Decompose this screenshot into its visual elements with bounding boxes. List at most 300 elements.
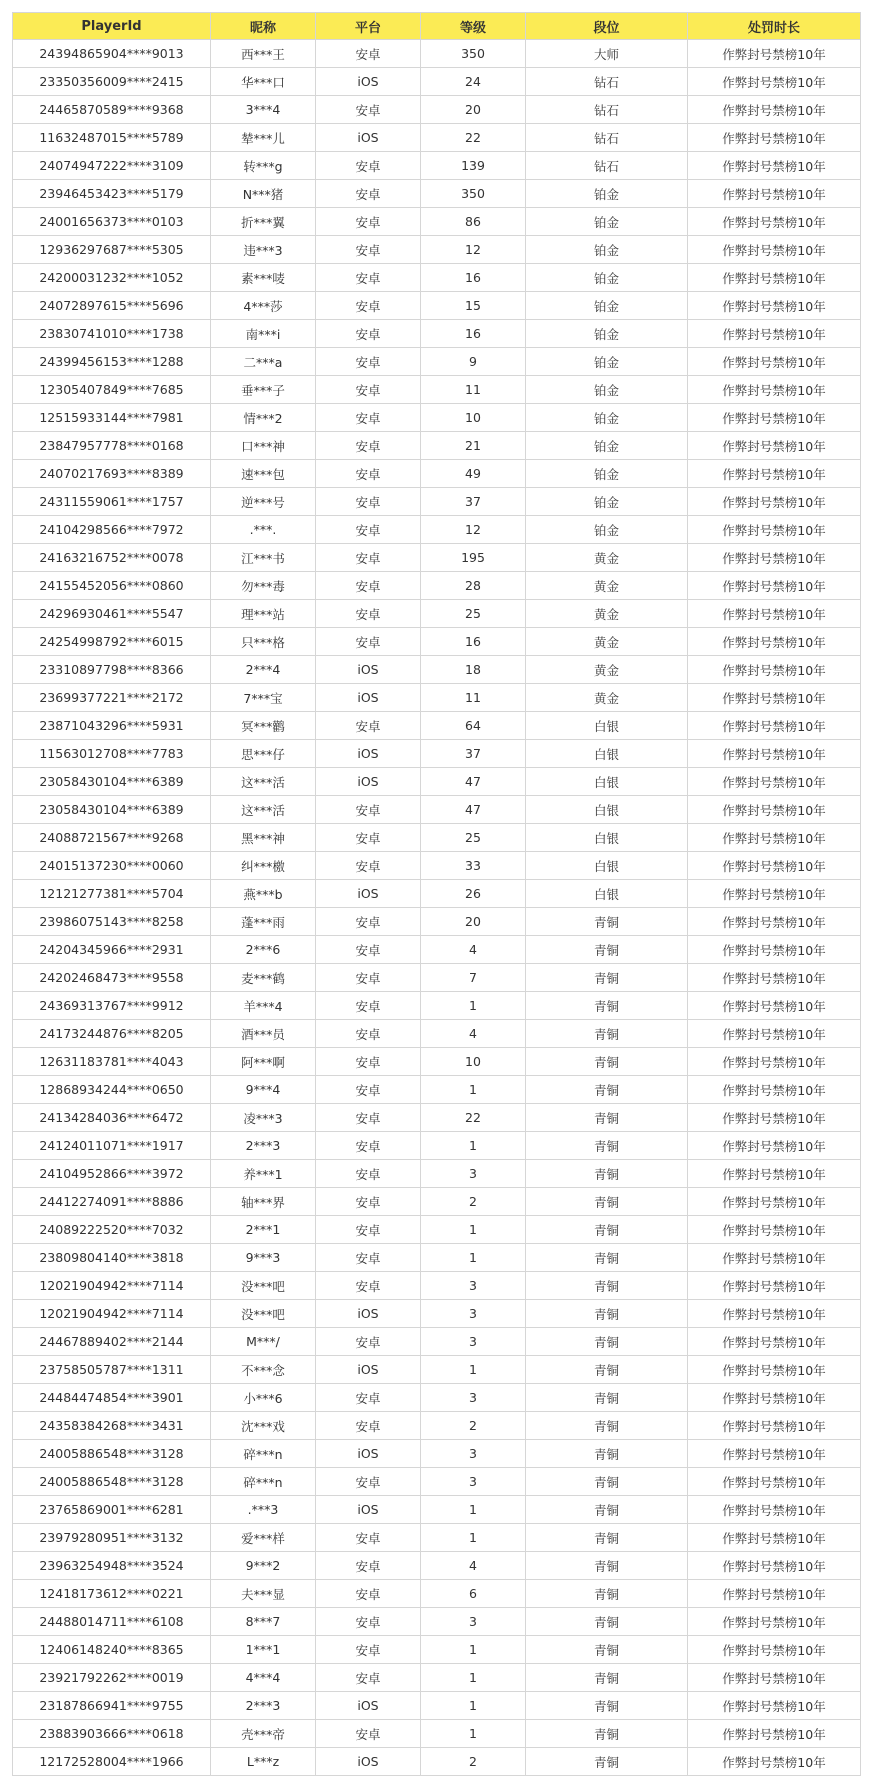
cell-player-id: 23847957778****0168 [13, 432, 211, 460]
cell-rank: 青铜 [526, 1216, 688, 1244]
cell-penalty: 作弊封号禁榜10年 [688, 460, 861, 488]
table-row [13, 824, 861, 852]
table-row [13, 544, 861, 572]
cell-penalty: 作弊封号禁榜10年 [688, 1328, 861, 1356]
cell-player-id: 24311559061****1757 [13, 488, 211, 516]
cell-level: 1 [421, 1496, 526, 1524]
cell-rank: 白银 [526, 796, 688, 824]
table-row [13, 1664, 861, 1692]
cell-player-id: 12418173612****0221 [13, 1580, 211, 1608]
table-row [13, 1328, 861, 1356]
cell-level: 1 [421, 992, 526, 1020]
cell-platform: iOS [316, 1300, 421, 1328]
cell-nickname: 沈***戏 [211, 1412, 316, 1440]
cell-player-id: 23187866941****9755 [13, 1692, 211, 1720]
cell-penalty: 作弊封号禁榜10年 [688, 516, 861, 544]
cell-nickname: N***猪 [211, 180, 316, 208]
cell-platform: 安卓 [316, 908, 421, 936]
cell-level: 25 [421, 824, 526, 852]
cell-penalty: 作弊封号禁榜10年 [688, 544, 861, 572]
cell-player-id: 24005886548****3128 [13, 1440, 211, 1468]
cell-platform: 安卓 [316, 1608, 421, 1636]
cell-nickname: 只***格 [211, 628, 316, 656]
cell-level: 3 [421, 1468, 526, 1496]
cell-nickname: 黑***神 [211, 824, 316, 852]
cell-level: 20 [421, 908, 526, 936]
cell-player-id: 12021904942****7114 [13, 1300, 211, 1328]
cell-platform: 安卓 [316, 1272, 421, 1300]
cell-penalty: 作弊封号禁榜10年 [688, 1300, 861, 1328]
cell-level: 12 [421, 236, 526, 264]
cell-penalty: 作弊封号禁榜10年 [688, 1104, 861, 1132]
cell-rank: 青铜 [526, 1496, 688, 1524]
cell-platform: 安卓 [316, 1720, 421, 1748]
cell-nickname: 违***3 [211, 236, 316, 264]
table-row [13, 124, 861, 152]
cell-penalty: 作弊封号禁榜10年 [688, 488, 861, 516]
cell-rank: 青铜 [526, 1300, 688, 1328]
cell-nickname: 夫***显 [211, 1580, 316, 1608]
table-row [13, 1188, 861, 1216]
cell-player-id: 24155452056****0860 [13, 572, 211, 600]
cell-platform: iOS [316, 768, 421, 796]
cell-level: 3 [421, 1160, 526, 1188]
cell-platform: iOS [316, 68, 421, 96]
cell-rank: 黄金 [526, 656, 688, 684]
cell-level: 15 [421, 292, 526, 320]
cell-platform: 安卓 [316, 1468, 421, 1496]
cell-nickname: 江***书 [211, 544, 316, 572]
cell-rank: 青铜 [526, 1048, 688, 1076]
cell-level: 28 [421, 572, 526, 600]
cell-penalty: 作弊封号禁榜10年 [688, 712, 861, 740]
cell-player-id: 12515933144****7981 [13, 404, 211, 432]
cell-rank: 青铜 [526, 1384, 688, 1412]
cell-rank: 青铜 [526, 1076, 688, 1104]
cell-level: 195 [421, 544, 526, 572]
cell-player-id: 24465870589****9368 [13, 96, 211, 124]
cell-rank: 白银 [526, 712, 688, 740]
cell-nickname: 二***a [211, 348, 316, 376]
cell-penalty: 作弊封号禁榜10年 [688, 852, 861, 880]
table-row [13, 1104, 861, 1132]
cell-platform: iOS [316, 1692, 421, 1720]
cell-platform: 安卓 [316, 1216, 421, 1244]
cell-nickname: 逆***号 [211, 488, 316, 516]
cell-player-id: 24088721567****9268 [13, 824, 211, 852]
cell-penalty: 作弊封号禁榜10年 [688, 628, 861, 656]
cell-nickname: 勿***毒 [211, 572, 316, 600]
cell-nickname: 折***翼 [211, 208, 316, 236]
cell-player-id: 24399456153****1288 [13, 348, 211, 376]
cell-player-id: 24412274091****8886 [13, 1188, 211, 1216]
cell-player-id: 23699377221****2172 [13, 684, 211, 712]
cell-player-id: 24070217693****8389 [13, 460, 211, 488]
cell-penalty: 作弊封号禁榜10年 [688, 376, 861, 404]
cell-player-id: 11632487015****5789 [13, 124, 211, 152]
cell-player-id: 24173244876****8205 [13, 1020, 211, 1048]
cell-level: 3 [421, 1440, 526, 1468]
cell-nickname: M***/ [211, 1328, 316, 1356]
cell-penalty: 作弊封号禁榜10年 [688, 68, 861, 96]
cell-player-id: 24134284036****6472 [13, 1104, 211, 1132]
cell-nickname: 理***站 [211, 600, 316, 628]
cell-player-id: 24369313767****9912 [13, 992, 211, 1020]
cell-platform: 安卓 [316, 376, 421, 404]
cell-platform: 安卓 [316, 516, 421, 544]
table-row [13, 964, 861, 992]
cell-nickname: 凌***3 [211, 1104, 316, 1132]
table-row [13, 68, 861, 96]
cell-penalty: 作弊封号禁榜10年 [688, 1580, 861, 1608]
cell-level: 86 [421, 208, 526, 236]
cell-rank: 青铜 [526, 1468, 688, 1496]
cell-platform: 安卓 [316, 1020, 421, 1048]
cell-platform: 安卓 [316, 1132, 421, 1160]
cell-rank: 白银 [526, 740, 688, 768]
cell-level: 21 [421, 432, 526, 460]
cell-nickname: 口***神 [211, 432, 316, 460]
cell-player-id: 23986075143****8258 [13, 908, 211, 936]
cell-platform: iOS [316, 1496, 421, 1524]
cell-penalty: 作弊封号禁榜10年 [688, 936, 861, 964]
cell-player-id: 23758505787****1311 [13, 1356, 211, 1384]
cell-level: 1 [421, 1076, 526, 1104]
cell-player-id: 24200031232****1052 [13, 264, 211, 292]
cell-nickname: 华***口 [211, 68, 316, 96]
cell-nickname: 8***7 [211, 1608, 316, 1636]
cell-rank: 钻石 [526, 68, 688, 96]
table-row [13, 1272, 861, 1300]
cell-nickname: 这***活 [211, 796, 316, 824]
table-row [13, 1048, 861, 1076]
cell-penalty: 作弊封号禁榜10年 [688, 796, 861, 824]
cell-rank: 青铜 [526, 1524, 688, 1552]
cell-level: 1 [421, 1244, 526, 1272]
cell-penalty: 作弊封号禁榜10年 [688, 1048, 861, 1076]
cell-rank: 钻石 [526, 124, 688, 152]
cell-nickname: 轴***界 [211, 1188, 316, 1216]
cell-rank: 大师 [526, 40, 688, 68]
cell-penalty: 作弊封号禁榜10年 [688, 1216, 861, 1244]
cell-nickname: 酒***员 [211, 1020, 316, 1048]
cell-platform: 安卓 [316, 404, 421, 432]
cell-penalty: 作弊封号禁榜10年 [688, 992, 861, 1020]
header-platform: 平台 [316, 13, 421, 40]
cell-penalty: 作弊封号禁榜10年 [688, 1412, 861, 1440]
cell-rank: 青铜 [526, 1020, 688, 1048]
table-row [13, 1720, 861, 1748]
header-player-id: PlayerId [13, 13, 211, 40]
cell-player-id: 24089222520****7032 [13, 1216, 211, 1244]
cell-rank: 青铜 [526, 1440, 688, 1468]
cell-nickname: 碎***n [211, 1468, 316, 1496]
cell-player-id: 12631183781****4043 [13, 1048, 211, 1076]
cell-player-id: 23830741010****1738 [13, 320, 211, 348]
cell-player-id: 24072897615****5696 [13, 292, 211, 320]
cell-level: 24 [421, 68, 526, 96]
table-row [13, 768, 861, 796]
cell-nickname: 2***4 [211, 656, 316, 684]
cell-platform: 安卓 [316, 1636, 421, 1664]
cell-nickname: 1***1 [211, 1636, 316, 1664]
cell-rank: 青铜 [526, 1132, 688, 1160]
cell-level: 22 [421, 124, 526, 152]
cell-rank: 青铜 [526, 1692, 688, 1720]
cell-level: 3 [421, 1272, 526, 1300]
cell-penalty: 作弊封号禁榜10年 [688, 1636, 861, 1664]
cell-platform: iOS [316, 684, 421, 712]
cell-penalty: 作弊封号禁榜10年 [688, 1748, 861, 1776]
cell-platform: 安卓 [316, 488, 421, 516]
header-penalty-duration: 处罚时长 [688, 13, 861, 40]
table-row [13, 684, 861, 712]
cell-nickname: .***3 [211, 1496, 316, 1524]
cell-platform: 安卓 [316, 1384, 421, 1412]
table-row [13, 628, 861, 656]
cell-level: 9 [421, 348, 526, 376]
cell-nickname: 这***活 [211, 768, 316, 796]
cell-level: 1 [421, 1720, 526, 1748]
cell-platform: 安卓 [316, 544, 421, 572]
cell-platform: 安卓 [316, 796, 421, 824]
cell-penalty: 作弊封号禁榜10年 [688, 1524, 861, 1552]
cell-penalty: 作弊封号禁榜10年 [688, 1076, 861, 1104]
cell-nickname: 养***1 [211, 1160, 316, 1188]
cell-level: 16 [421, 264, 526, 292]
table-row [13, 1580, 861, 1608]
cell-nickname: 碎***n [211, 1440, 316, 1468]
cell-nickname: 纠***檄 [211, 852, 316, 880]
table-row [13, 1076, 861, 1104]
cell-penalty: 作弊封号禁榜10年 [688, 404, 861, 432]
cell-rank: 白银 [526, 768, 688, 796]
table-row [13, 712, 861, 740]
cell-nickname: .***. [211, 516, 316, 544]
cell-level: 37 [421, 488, 526, 516]
cell-player-id: 24467889402****2144 [13, 1328, 211, 1356]
cell-penalty: 作弊封号禁榜10年 [688, 1608, 861, 1636]
cell-level: 2 [421, 1188, 526, 1216]
cell-platform: 安卓 [316, 96, 421, 124]
table-row [13, 656, 861, 684]
cell-platform: 安卓 [316, 1244, 421, 1272]
table-row [13, 1552, 861, 1580]
cell-penalty: 作弊封号禁榜10年 [688, 1664, 861, 1692]
cell-level: 26 [421, 880, 526, 908]
cell-platform: 安卓 [316, 1580, 421, 1608]
cell-player-id: 23883903666****0618 [13, 1720, 211, 1748]
cell-penalty: 作弊封号禁榜10年 [688, 1356, 861, 1384]
cell-platform: 安卓 [316, 936, 421, 964]
cell-level: 25 [421, 600, 526, 628]
cell-rank: 铂金 [526, 348, 688, 376]
cell-player-id: 23809804140****3818 [13, 1244, 211, 1272]
cell-level: 22 [421, 1104, 526, 1132]
cell-player-id: 24104298566****7972 [13, 516, 211, 544]
cell-nickname: 没***吧 [211, 1272, 316, 1300]
cell-rank: 铂金 [526, 488, 688, 516]
cell-platform: 安卓 [316, 40, 421, 68]
header-nickname: 昵称 [211, 13, 316, 40]
cell-platform: 安卓 [316, 460, 421, 488]
cell-penalty: 作弊封号禁榜10年 [688, 824, 861, 852]
header-rank: 段位 [526, 13, 688, 40]
cell-level: 1 [421, 1664, 526, 1692]
cell-penalty: 作弊封号禁榜10年 [688, 208, 861, 236]
table-row [13, 852, 861, 880]
cell-nickname: 冥***鹳 [211, 712, 316, 740]
cell-rank: 青铜 [526, 1748, 688, 1776]
cell-rank: 青铜 [526, 908, 688, 936]
cell-platform: 安卓 [316, 1188, 421, 1216]
table-row [13, 1636, 861, 1664]
cell-penalty: 作弊封号禁榜10年 [688, 180, 861, 208]
cell-rank: 青铜 [526, 964, 688, 992]
cell-rank: 黄金 [526, 628, 688, 656]
cell-level: 37 [421, 740, 526, 768]
cell-player-id: 24394865904****9013 [13, 40, 211, 68]
header-level: 等级 [421, 13, 526, 40]
cell-rank: 青铜 [526, 992, 688, 1020]
cell-player-id: 11563012708****7783 [13, 740, 211, 768]
ban-list-container [12, 12, 860, 1776]
header-row [13, 13, 861, 40]
table-row [13, 208, 861, 236]
cell-player-id: 23963254948****3524 [13, 1552, 211, 1580]
cell-rank: 青铜 [526, 1272, 688, 1300]
cell-rank: 青铜 [526, 1104, 688, 1132]
cell-nickname: 素***唛 [211, 264, 316, 292]
cell-player-id: 12406148240****8365 [13, 1636, 211, 1664]
cell-player-id: 24296930461****5547 [13, 600, 211, 628]
table-row [13, 236, 861, 264]
cell-penalty: 作弊封号禁榜10年 [688, 1552, 861, 1580]
cell-platform: 安卓 [316, 180, 421, 208]
table-row [13, 1608, 861, 1636]
cell-penalty: 作弊封号禁榜10年 [688, 236, 861, 264]
table-row [13, 1020, 861, 1048]
cell-rank: 铂金 [526, 516, 688, 544]
cell-player-id: 12936297687****5305 [13, 236, 211, 264]
cell-nickname: 西***王 [211, 40, 316, 68]
cell-player-id: 23350356009****2415 [13, 68, 211, 96]
cell-platform: iOS [316, 880, 421, 908]
table-row [13, 1440, 861, 1468]
table-row [13, 264, 861, 292]
cell-nickname: 4***4 [211, 1664, 316, 1692]
cell-rank: 青铜 [526, 1328, 688, 1356]
cell-platform: 安卓 [316, 208, 421, 236]
cell-nickname: 9***3 [211, 1244, 316, 1272]
table-row [13, 1496, 861, 1524]
cell-rank: 青铜 [526, 1608, 688, 1636]
cell-level: 1 [421, 1356, 526, 1384]
cell-nickname: 辇***儿 [211, 124, 316, 152]
cell-nickname: 壳***帝 [211, 1720, 316, 1748]
cell-rank: 铂金 [526, 460, 688, 488]
cell-player-id: 24163216752****0078 [13, 544, 211, 572]
cell-penalty: 作弊封号禁榜10年 [688, 684, 861, 712]
table-row [13, 460, 861, 488]
cell-penalty: 作弊封号禁榜10年 [688, 908, 861, 936]
cell-penalty: 作弊封号禁榜10年 [688, 1720, 861, 1748]
cell-penalty: 作弊封号禁榜10年 [688, 880, 861, 908]
cell-level: 7 [421, 964, 526, 992]
cell-platform: 安卓 [316, 1412, 421, 1440]
table-row [13, 1244, 861, 1272]
cell-nickname: 羊***4 [211, 992, 316, 1020]
cell-player-id: 24358384268****3431 [13, 1412, 211, 1440]
cell-player-id: 23871043296****5931 [13, 712, 211, 740]
cell-nickname: 7***宝 [211, 684, 316, 712]
table-row [13, 600, 861, 628]
cell-player-id: 24254998792****6015 [13, 628, 211, 656]
cell-penalty: 作弊封号禁榜10年 [688, 292, 861, 320]
cell-rank: 青铜 [526, 1160, 688, 1188]
cell-level: 16 [421, 320, 526, 348]
cell-rank: 铂金 [526, 292, 688, 320]
cell-nickname: 爱***样 [211, 1524, 316, 1552]
cell-nickname: 麦***鹤 [211, 964, 316, 992]
cell-penalty: 作弊封号禁榜10年 [688, 964, 861, 992]
cell-level: 350 [421, 40, 526, 68]
cell-level: 3 [421, 1384, 526, 1412]
table-row [13, 1160, 861, 1188]
table-row [13, 1524, 861, 1552]
cell-nickname: 燕***b [211, 880, 316, 908]
cell-platform: 安卓 [316, 320, 421, 348]
table-row [13, 992, 861, 1020]
table-row [13, 572, 861, 600]
cell-rank: 铂金 [526, 264, 688, 292]
cell-penalty: 作弊封号禁榜10年 [688, 432, 861, 460]
cell-level: 12 [421, 516, 526, 544]
cell-player-id: 12172528004****1966 [13, 1748, 211, 1776]
cell-rank: 铂金 [526, 404, 688, 432]
cell-rank: 青铜 [526, 1244, 688, 1272]
cell-player-id: 23921792262****0019 [13, 1664, 211, 1692]
cell-level: 10 [421, 404, 526, 432]
cell-rank: 铂金 [526, 376, 688, 404]
table-row [13, 404, 861, 432]
table-row [13, 740, 861, 768]
cell-level: 47 [421, 768, 526, 796]
cell-rank: 青铜 [526, 936, 688, 964]
cell-player-id: 24005886548****3128 [13, 1468, 211, 1496]
cell-player-id: 23979280951****3132 [13, 1524, 211, 1552]
cell-player-id: 24484474854****3901 [13, 1384, 211, 1412]
table-header [13, 13, 861, 40]
cell-platform: 安卓 [316, 1664, 421, 1692]
cell-level: 1 [421, 1132, 526, 1160]
cell-platform: 安卓 [316, 1328, 421, 1356]
table-row [13, 180, 861, 208]
cell-player-id: 23310897798****8366 [13, 656, 211, 684]
cell-rank: 钻石 [526, 152, 688, 180]
cell-level: 1 [421, 1216, 526, 1244]
cell-player-id: 23058430104****6389 [13, 796, 211, 824]
cell-level: 3 [421, 1328, 526, 1356]
cell-platform: 安卓 [316, 992, 421, 1020]
cell-level: 33 [421, 852, 526, 880]
cell-platform: 安卓 [316, 152, 421, 180]
cell-rank: 白银 [526, 852, 688, 880]
cell-rank: 铂金 [526, 208, 688, 236]
cell-rank: 白银 [526, 824, 688, 852]
cell-platform: 安卓 [316, 1552, 421, 1580]
cell-player-id: 23946453423****5179 [13, 180, 211, 208]
